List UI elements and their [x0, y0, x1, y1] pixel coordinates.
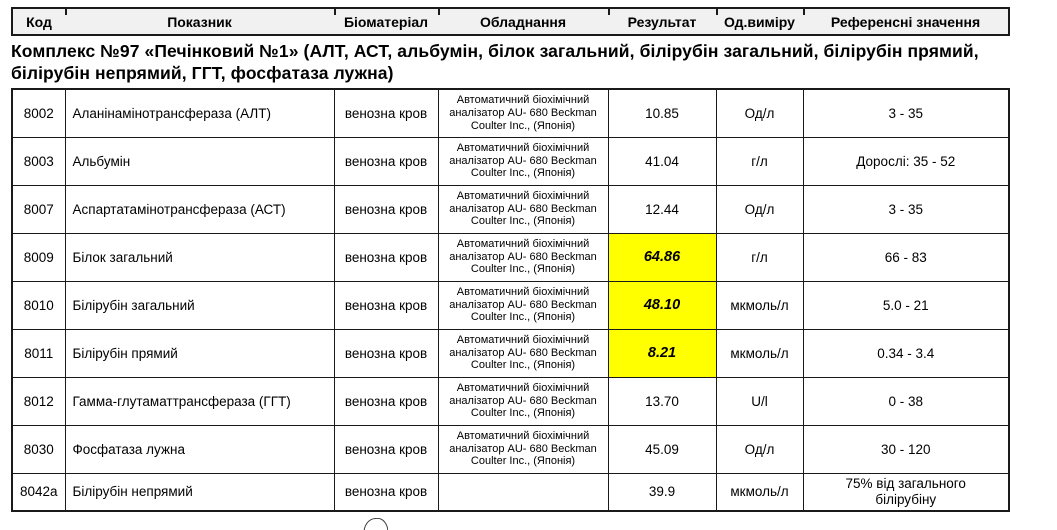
code-cell: 8007 [12, 185, 65, 233]
column-header-code: Код [26, 13, 52, 30]
unit-cell: U/l [716, 377, 803, 425]
result-cell: 39.9 [608, 473, 716, 511]
table-row [12, 425, 1009, 473]
unit-cell: г/л [716, 137, 803, 185]
indicator-cell: Гамма-глутаматтрансфераза (ГГТ) [65, 377, 334, 425]
reference-cell: 0.34 - 3.4 [803, 329, 1009, 377]
column-header-indicator: Показник [65, 8, 334, 35]
table-row [12, 89, 1009, 137]
result-cell-flagged: 8.21 [608, 329, 716, 377]
reference-cell: 3 - 35 [803, 185, 1009, 233]
biomaterial-cell: венозна кров [334, 185, 438, 233]
table-row [12, 233, 1009, 281]
unit-cell: Од/л [716, 89, 803, 137]
reference-cell: 75% від загального білірубіну [803, 473, 1009, 511]
indicator-cell: Білок загальний [65, 233, 334, 281]
column-header-biomaterial: Біоматеріал [334, 8, 438, 35]
result-cell-flagged: 64.86 [608, 233, 716, 281]
biomaterial-cell: венозна кров [334, 89, 438, 137]
code-cell: 8003 [12, 137, 65, 185]
equipment-cell: Автоматичний біохімічний аналізатор AU- 680 Beckman Coulter Inc., (Японія) [438, 137, 608, 185]
reference-cell: Дорослі: 35 - 52 [803, 137, 1009, 185]
indicator-cell: Аспартатамінотрансфераза (АСТ) [65, 185, 334, 233]
table-row [12, 137, 1009, 185]
indicator-cell: Білірубін непрямий [65, 473, 334, 511]
equipment-cell: Автоматичний біохімічний аналізатор AU- 680 Beckman Coulter Inc., (Японія) [438, 425, 608, 473]
table-row [12, 185, 1009, 233]
indicator-cell: Білірубін загальний [65, 281, 334, 329]
code-cell: 8009 [12, 233, 65, 281]
reference-cell: 3 - 35 [803, 89, 1009, 137]
code-cell: 8042а [12, 473, 65, 511]
equipment-cell: Автоматичний біохімічний аналізатор AU- 680 Beckman Coulter Inc., (Японія) [438, 281, 608, 329]
biomaterial-cell: венозна кров [334, 137, 438, 185]
biomaterial-cell: венозна кров [334, 233, 438, 281]
column-header-row [12, 8, 1009, 35]
code-cell: 8030 [12, 425, 65, 473]
column-header-equipment: Обладнання [438, 8, 608, 35]
equipment-cell: Автоматичний біохімічний аналізатор AU- 680 Beckman Coulter Inc., (Японія) [438, 329, 608, 377]
biomaterial-cell: венозна кров [334, 281, 438, 329]
unit-cell: Од/л [716, 185, 803, 233]
reference-cell: 0 - 38 [803, 377, 1009, 425]
indicator-cell: Фосфатаза лужна [65, 425, 334, 473]
reference-cell: 66 - 83 [803, 233, 1009, 281]
column-header-result: Результат [608, 8, 716, 35]
reference-cell: 30 - 120 [803, 425, 1009, 473]
unit-cell: мкмоль/л [716, 329, 803, 377]
cut-off-signature-glyph [363, 517, 389, 530]
result-cell-flagged: 48.10 [608, 281, 716, 329]
result-cell: 13.70 [608, 377, 716, 425]
biomaterial-cell: венозна кров [334, 329, 438, 377]
code-cell: 8012 [12, 377, 65, 425]
results-header-table [11, 7, 1010, 36]
table-row [12, 281, 1009, 329]
biomaterial-cell: венозна кров [334, 377, 438, 425]
reference-cell: 5.0 - 21 [803, 281, 1009, 329]
unit-cell: Од/л [716, 425, 803, 473]
code-cell: 8011 [12, 329, 65, 377]
code-cell: 8010 [12, 281, 65, 329]
table-row [12, 473, 1009, 511]
panel-title: Комплекс №97 «Печінковий №1» (АЛТ, АСТ, альбумін, білок загальний, білірубін загальний, білірубін прямий, білірубін непрямий, ГГТ, фосфатаза лужна) [11, 41, 979, 83]
results-table [11, 88, 1010, 512]
biomaterial-cell: венозна кров [334, 473, 438, 511]
column-header-reference: Референсні значення [803, 8, 1009, 35]
result-cell: 45.09 [608, 425, 716, 473]
equipment-cell: Автоматичний біохімічний аналізатор AU- 680 Beckman Coulter Inc., (Японія) [438, 233, 608, 281]
biomaterial-cell: венозна кров [334, 425, 438, 473]
result-cell: 10.85 [608, 89, 716, 137]
column-header-unit: Од.виміру [716, 8, 803, 35]
table-row [12, 377, 1009, 425]
unit-cell: г/л [716, 233, 803, 281]
unit-cell: мкмоль/л [716, 281, 803, 329]
result-cell: 41.04 [608, 137, 716, 185]
unit-cell: мкмоль/л [716, 473, 803, 511]
code-cell: 8002 [12, 89, 65, 137]
equipment-cell: Автоматичний біохімічний аналізатор AU- 680 Beckman Coulter Inc., (Японія) [438, 377, 608, 425]
result-cell: 12.44 [608, 185, 716, 233]
indicator-cell: Аланінамінотрансфераза (АЛТ) [65, 89, 334, 137]
table-row [12, 329, 1009, 377]
equipment-cell-empty [438, 473, 608, 511]
equipment-cell: Автоматичний біохімічний аналізатор AU- 680 Beckman Coulter Inc., (Японія) [438, 185, 608, 233]
indicator-cell: Альбумін [65, 137, 334, 185]
equipment-cell: Автоматичний біохімічний аналізатор AU- 680 Beckman Coulter Inc., (Японія) [438, 89, 608, 137]
indicator-cell: Білірубін прямий [65, 329, 334, 377]
